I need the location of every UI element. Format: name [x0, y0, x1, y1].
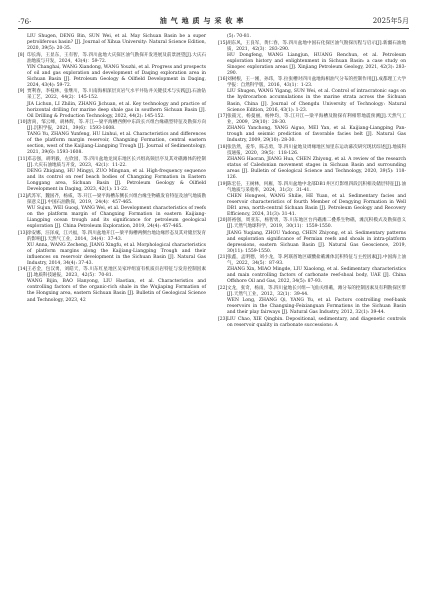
reference-english: WEN Long, ZHANG Qi, YANG Yu, et al. Factors controlling reef-bank reservoirs in the Changxing-Feixianguan Formations in the Sichuan Basin and their play fairways [J]. Natural Gas Industry, 2012, 32(1): 39-44.	[227, 298, 406, 316]
reference-entry	[18, 267, 206, 303]
reference-english: ZHANG Yanchong, YANG Aiguo, MEI Yan, et al. Kaijiang-Liangping Pan-trough and seismic prediction of favorable facies belt [J]. Natural Gas Industry, 2009, 29(10): 28-30.	[227, 126, 406, 144]
reference-number: [9]	[18, 89, 25, 95]
reference-entry	[218, 218, 406, 254]
reference-english: CHEN Hongwei, WANG Shilie, HE Yuan, et al. Sedimentary facies and reservoir characteristics of fourth Member of Dengying Formation in Well DB1 area, north-central Sichuan Basin [J]. Petroleum Geology and Recovery Efficiency, 2024, 31(3): 31-41.	[227, 193, 406, 217]
reference-entry	[218, 41, 406, 77]
reference-english: (5): 70-81.	[227, 34, 251, 39]
reference-chinese: 贾利春，李枝林，张继川，等.川南海相深层页岩气水平井钻井关键技术与实践[J].石油钻采工艺，2022，44(2)：145-152.	[27, 89, 206, 101]
journal-title: 油 气 地 质 与 采 收 率	[159, 18, 245, 25]
reference-english: ZHANG Xin, MIAO Mingde, LIU Xiaolong, et al. Sedimentary characteristics and main controlling factors of carbonate reef-shoal body, UAE [J]. China Offshore Oil and Gas, 2022, 34(5): 87-93.	[227, 267, 406, 285]
reference-number: [10]	[18, 120, 28, 126]
reference-english: WU Sujun, WEI Guoqi, YANG Wei, et al. Development characteristics of reefs on the platform margin of Changxing Formation in eastern Kaijiang-Liangping ocean trough and its significance for petroleum geological exploration [J]. China Petroleum Exploration, 2019, 24(4): 457-465.	[27, 205, 206, 229]
reference-number: [20]	[218, 218, 228, 224]
reference-english: JIA Lichun, LI Zhilin, ZHANG Jichuan, et al. Key technology and practice of horizontal drilling for marine deep shale gas in southern Sichuan Basin [J]. Oil Drilling & Production Technology, 2022, 44(2): 145-152.	[27, 101, 206, 119]
header-rule	[18, 28, 409, 29]
reference-entry	[18, 120, 206, 156]
reference-chinese: 王必金，包汉勇，刘皓天，等.川东红星地区吴家坪组富有机质页岩特征与发育控制因素[J].地质科技通报，2023，42(5)：70-81.	[27, 267, 206, 279]
reference-english: DENG Zhiqiang, HU Mingyi, ZUO Mingnan, et al. High-frequency sequence and its control on reef beach bodies of Changxing Formation in Eastern Longgang area, Sichuan Basin [J]. Petroleum Geology & Oilfield Development in Daqing, 2023, 42(1): 11-22.	[27, 169, 206, 193]
reference-entry	[18, 194, 206, 230]
reference-chinese: 邓志强，胡明毅，左欣园，等.四川盆地龙岗东地区长兴组高频层序及其对礁滩体的控制[J].大庆石油地质与开发，2023，42(1)：11-22.	[27, 156, 206, 168]
reference-number: [23]	[218, 316, 228, 322]
reference-number: [17]	[218, 114, 228, 120]
issue-date: 2025年5月	[372, 17, 409, 25]
reference-english: LIU Chao, XIE Qingbin. Depositional, sedimentary, and diagenetic controls on reservoir quality in carbonate successions: A	[227, 316, 406, 328]
reference-english: ZHANG Haoran, JIANG Hua, CHEN Zhiyong, et al. A review of the research status of Caledonian movement stages in Sichuan Basin and surrounding areas [J]. Bulletin of Geological Science and Technology, 2020, 39(5): 118-126.	[227, 156, 406, 181]
reference-number: [16]	[218, 77, 228, 83]
reference-entry	[218, 114, 406, 144]
reference-chinese: 唐尚，邹云峰，胡林辉，等.开江—梁平海槽西侧中东段长兴组台缘礁型特征及勘探方向[J].沉积学报，2021，39(6)：1593-1608.	[27, 120, 206, 132]
reference-entry	[218, 286, 406, 316]
reference-chinese: 陈宏任，王树林，何雁，等.四川盆地中北部DB1井区灯影组四段沉积相及储层特征[J].油气地质与采收率，2024，31(3)：31-41.	[227, 181, 406, 193]
reference-entry	[18, 89, 206, 119]
reference-chinese: 张浩然，姜华，陈志勇，等.四川盆地及周缘地区加里东运动幕次研究现状综述[J].地质科技通报，2020，39(5)：118-126.	[227, 144, 406, 156]
reference-number: [22]	[218, 285, 228, 291]
reference-chinese: 徐安娜，汪泽成，江兴福，等.四川盆地开江—梁平海槽两侧台地边缘形态及其对储层发育的影响[J].天然气工业，2014，34(4)：37-43.	[27, 230, 206, 242]
reference-english: YIN Changhai, WANG Xiandong, WANG Youzhi, et al. Progress and prospects of oil and gas exploration and development of Daqing exploration area in Sichuan Basin [J]. Petroleum Geology & Oilfield Development in Daqing, 2024, 43(4): 59-72.	[27, 64, 206, 88]
reference-english: WANG Bijin, BAO Hanyong, LIU Haotian, et al. Characteristics and controlling factors of the organic-rich shale in the Wujiaping Formation of the Hongxing area, eastern Sichuan Basin [J]. Bulletin of Geological Science and Technology, 2023, 42	[27, 279, 206, 303]
reference-entry	[18, 53, 206, 89]
reference-number: [14]	[18, 267, 28, 273]
reference-chinese: 胡东风，王良军，黄仁春，等.四川盆地中国石化探区油气勘探历程与启示[J].新疆石油地质，2021，42(3)：283-290.	[227, 40, 406, 52]
reference-number: [18]	[218, 144, 228, 150]
reference-entry	[218, 255, 406, 285]
references-right-column	[218, 34, 406, 329]
reference-chinese: 张筱元，杨曼丽，杨仲均，等.江开江—梁平海槽及勘探有利相带地震预测[J].天然气工业，2009，29(10)：28-30.	[227, 114, 406, 126]
references-left-column	[18, 34, 206, 304]
reference-number: [12]	[18, 193, 28, 199]
reference-number: [15]	[218, 40, 228, 46]
reference-english: LIU Shugen, DENG Bin, SUN Wei, et al. May Sichuan Basin be a super petroliferous basin? [J]. Journal of Xihua University: Natural Science Edition, 2020, 39(5): 20-35.	[27, 34, 206, 52]
reference-entry	[218, 182, 406, 218]
reference-chinese: 张鑫，孟明德，刘小龙，等.阿联酋地区碳酸盐礁滩体沉积特征与主控因素[J].中国海上油气，2022，34(5)：87-93.	[227, 255, 406, 267]
reference-english: TANG Yu, ZHANG Yunfeng, HU Linhui, et al. Characteristics and differences of the platform margin reservoir, Changxing Formation, central eastern section, west of the Kaijiang-Liangping Trough [J]. Journal of Sedimentology, 2021, 39(6): 1593-1608.	[27, 132, 206, 156]
reference-number: [11]	[18, 156, 28, 162]
reference-entry	[218, 317, 406, 329]
reference-number: [8]	[18, 52, 25, 58]
reference-entry	[218, 77, 406, 113]
reference-entry	[18, 231, 206, 267]
reference-entry	[18, 34, 206, 52]
reference-number: [21]	[218, 255, 228, 261]
reference-english: HU Dongfeng, WANG Liangjun, HUANG Renchun, et al. Petroleum exploration history and enlightenment in Sichuan Basin: a case study on Sinopec exploration areas [J]. Xinjiang Petroleum Geology, 2021, 42(3): 283-290.	[227, 52, 406, 76]
reference-english: JIANG Yuqiang, ZHOU Yadong, CHEN Zhiyong, et al. Sedimentary patterns and exploration significance of Permian reefs and shoals in intra-platform depressions, eastern Sichuan Basin [J]. Natural Gas Geoscience, 2019, 30(11): 1559-1550.	[227, 230, 406, 254]
reference-chinese: 文龙，张奇，杨雨，等.四川盆地长兴组—飞仙关组礁，滩分布的控制因素及有利勘探区带[J].天然气工业，2012，32(1)：39-44.	[227, 285, 406, 297]
reference-number: [19]	[218, 181, 228, 187]
reference-english: LIU Shugen, WANG Yigang, SUN Wei, et al. Control of intracratonic sags on the hydrocarbon accumulations in the marine strata across the Sichuan Basin, China [J]. Journal of Chengdu University of Technology: Natural Science Edition, 2016, 43(1): 1-23.	[227, 89, 406, 113]
reference-chinese: 蒋裕强，周亚东，杨智勇，等.川东地区台内礁滩二叠系生物礁，滩沉积模式及勘探意义[J].天然气地球科学，2019，30(11)：1559-1550.	[227, 218, 406, 230]
reference-entry	[18, 157, 206, 193]
reference-english: XU Anna, WANG Zecheng, JIANG Xingfu, et al. Morphological characteristics of platform margins along the Kaijiang-Liangping Trough and their influences on reservoir development in the Sichuan Basin [J]. Natural Gas Industry, 2014, 34(4): 37-43.	[27, 242, 206, 266]
page-number: ·76·	[18, 18, 32, 26]
reference-number: [13]	[18, 230, 28, 236]
reference-entry	[218, 34, 406, 40]
reference-chinese: 武苏军，魏国齐，杨威，等.开江—梁平海槽东侧长兴组台缘生物礁发育特征及油气地质勘探意义[J].中国石油勘探，2019，24(4)：457-465.	[27, 193, 206, 205]
reference-entry	[218, 145, 406, 181]
reference-chinese: 印长海，王显东，王有智，等.四川盆地大庆探区油气勘探开发进展及前景展望[J].大庆石油地质与开发，2024，43(4)：59-72.	[27, 52, 206, 64]
page-header	[18, 12, 409, 26]
reference-chinese: 刘树根，王一刚，孙玮，等.拉张槽对四川盆地海相油气分布的控制作用[J].成都理工大学学报：自然科学版，2016，43(1)：1-23.	[227, 77, 406, 89]
